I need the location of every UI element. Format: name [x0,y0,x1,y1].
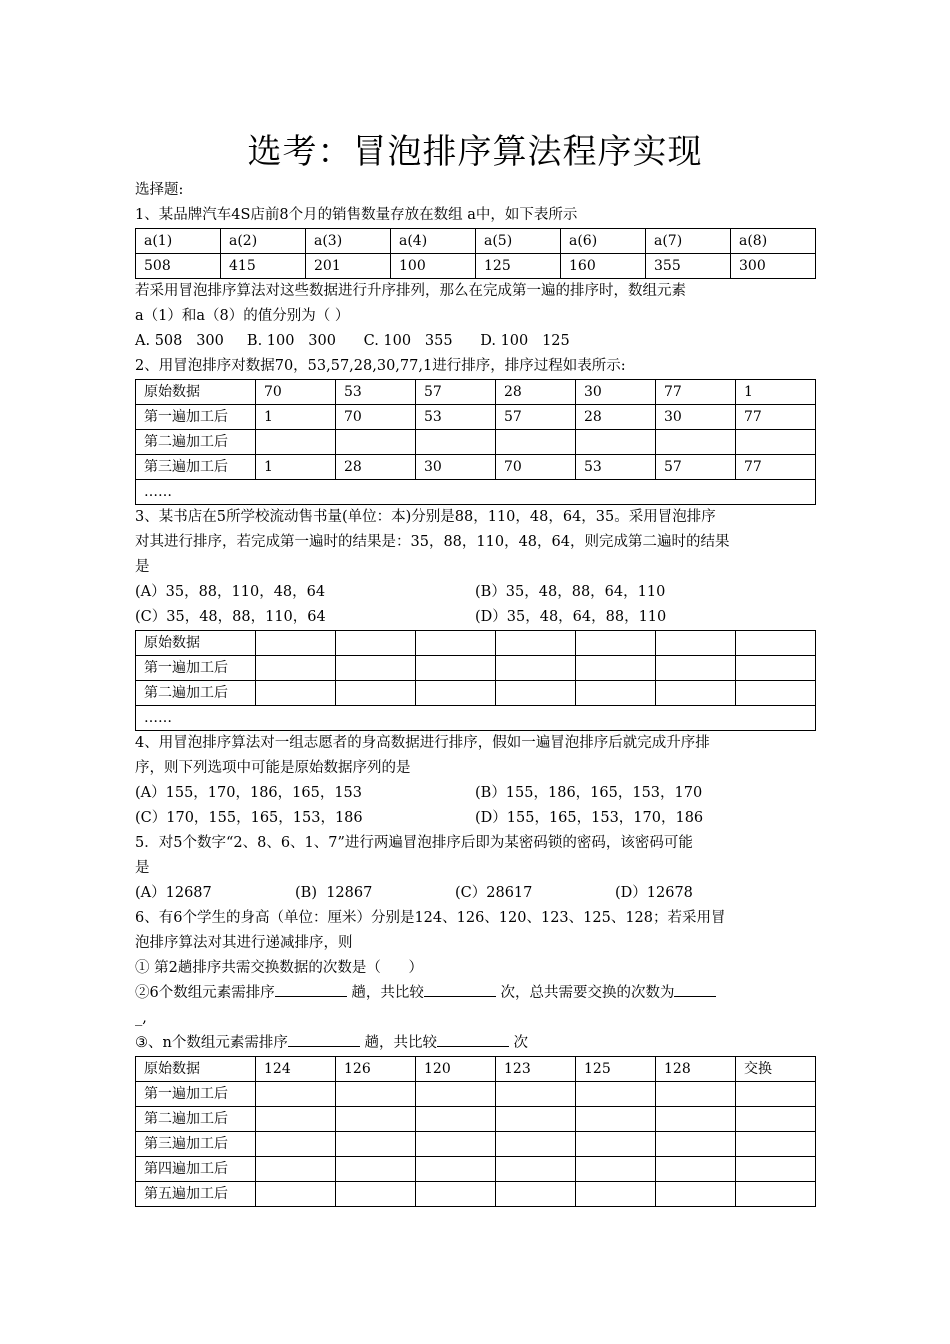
table-cell [496,1107,576,1132]
table-cell [656,1107,736,1132]
table-cell [576,681,656,706]
table-cell [336,1107,416,1132]
q5-option-b: (B) 12867 [295,885,373,901]
answer-blank[interactable] [424,982,496,997]
table-cell: a(1) [136,229,221,254]
table-cell: a(3) [306,229,391,254]
table-cell [416,1082,496,1107]
table-cell: 128 [656,1057,736,1082]
table-row [136,380,816,405]
table-cell: 第一遍加工后 [136,1082,256,1107]
q3-option-a: (A）35，88，110，48，64 [135,584,326,600]
table-row [136,1082,816,1107]
table-cell: 123 [496,1057,576,1082]
q6-sub-3 [135,1031,815,1056]
table-cell: 508 [136,254,221,279]
q1-options: A. 508 300 B. 100 300 C. 100 355 D. 100 125 [135,333,570,349]
q1-text: 1、某品牌汽车4S店前8个月的销售数量存放在数组 a中，如下表所示 [135,207,578,223]
table-row [136,1132,816,1157]
table-cell: a(8) [731,229,816,254]
table-ellipsis: …… [136,706,816,731]
table-cell: 70 [496,455,576,480]
table-cell: 77 [736,455,816,480]
q1-value-row [136,254,816,279]
table-cell [736,1082,816,1107]
table-row [136,1057,816,1082]
table-cell: 53 [336,380,416,405]
table-row [136,1157,816,1182]
table-cell: 30 [656,405,736,430]
table-cell [336,430,416,455]
q4-options-row-1 [135,781,815,806]
table-ellipsis: …… [136,480,816,505]
answer-blank[interactable] [674,982,716,997]
table-cell: 70 [256,380,336,405]
table-cell: 300 [731,254,816,279]
table-cell: 125 [476,254,561,279]
table-cell [736,1132,816,1157]
table-cell [496,681,576,706]
q1-body-2: a（1）和a（8）的值分别为（ ） [135,308,350,324]
table-cell [576,430,656,455]
table-cell: 原始数据 [136,1057,256,1082]
q3-options-row-1 [135,580,815,605]
table-cell [256,1107,336,1132]
table-row [136,455,816,480]
q6-sub-2-part-a: ②6个数组元素需排序 [135,985,275,1001]
q4-option-b: (B）155，186，165，153，170 [475,785,703,801]
table-cell [416,430,496,455]
q5-text-2: 是 [135,860,150,876]
table-cell: 28 [496,380,576,405]
table-cell [256,430,336,455]
section-label: 选择题: [135,182,184,198]
q6-sub-1: ① 第2趟排序共需交换数据的次数是（ ） [135,960,423,976]
table-cell [736,430,816,455]
q5-text-1: 5．对5个数字“2、8、6、1、7”进行两遍冒泡排序后即为某密码锁的密码，该密码可能 [135,835,693,851]
q6-table [135,1056,816,1207]
table-cell: 77 [736,405,816,430]
q4-text-2: 序，则下列选项中可能是原始数据序列的是 [135,760,411,776]
table-cell [736,1107,816,1132]
table-row [136,430,816,455]
table-cell: 第一遍加工后 [136,405,256,430]
table-row [136,480,816,505]
table-cell [736,656,816,681]
table-cell [576,1132,656,1157]
table-cell: 70 [336,405,416,430]
table-cell [656,681,736,706]
q3-option-b: (B）35，48，88，64，110 [475,584,666,600]
table-row [136,405,816,430]
table-cell [736,1157,816,1182]
table-cell [336,1132,416,1157]
q6-sub-3-part-c: 次 [508,1035,529,1051]
table-cell: 124 [256,1057,336,1082]
table-cell [736,681,816,706]
q2-table [135,379,816,505]
q4-option-d: (D）155，165，153，170，186 [475,810,704,826]
q6-sub-2 [135,981,815,1006]
table-cell [336,631,416,656]
table-cell [416,681,496,706]
table-row [136,1107,816,1132]
table-cell: 201 [306,254,391,279]
table-cell [656,1082,736,1107]
table-cell: 第四遍加工后 [136,1157,256,1182]
table-cell: 第五遍加工后 [136,1182,256,1207]
table-cell [576,1157,656,1182]
q4-option-a: (A）155，170，186，165，153 [135,785,363,801]
q3-text-2: 对其进行排序，若完成第一遍时的结果是：35，88，110，48，64，则完成第二遍时的结果 [135,534,730,550]
table-cell: 1 [256,455,336,480]
table-cell [496,1132,576,1157]
table-cell [416,1107,496,1132]
table-cell: 126 [336,1057,416,1082]
table-cell [496,631,576,656]
table-cell [256,1157,336,1182]
table-row [136,681,816,706]
table-cell [256,1182,336,1207]
q4-text-1: 4、用冒泡排序算法对一组志愿者的身高数据进行排序，假如一遍冒泡排序后就完成升序排 [135,735,710,751]
answer-blank[interactable] [437,1032,509,1047]
table-cell: 53 [576,455,656,480]
table-cell [576,631,656,656]
table-cell: 125 [576,1057,656,1082]
q2-text: 2、用冒泡排序对数据70，53,57,28,30,77,1进行排序，排序过程如表所示: [135,358,626,374]
document-page [135,128,815,1207]
table-cell [576,1107,656,1132]
q5-option-c: (C）28617 [455,885,533,901]
table-cell [336,1082,416,1107]
table-cell [336,1157,416,1182]
table-cell: 1 [256,405,336,430]
table-row [136,1182,816,1207]
table-cell [336,1182,416,1207]
table-cell: a(5) [476,229,561,254]
table-cell [656,656,736,681]
q3-option-c: (C）35，48，88，110，64 [135,609,326,625]
q3-option-d: (D）35，48，64，88，110 [475,609,667,625]
table-cell: 120 [416,1057,496,1082]
q6-text-1: 6、有6个学生的身高（单位：厘米）分别是124、126、120、123、125、128；若采用冒 [135,910,726,926]
table-cell: 100 [391,254,476,279]
q4-options-row-2 [135,806,815,831]
table-cell [496,1182,576,1207]
q3-options-row-2 [135,605,815,630]
q4-option-c: (C）170，155，165，153，186 [135,810,363,826]
table-cell: a(2) [221,229,306,254]
table-cell [576,1182,656,1207]
table-cell [576,656,656,681]
table-cell: 30 [416,455,496,480]
table-cell: 原始数据 [136,380,256,405]
table-cell: 第二遍加工后 [136,681,256,706]
table-cell: 原始数据 [136,631,256,656]
table-row [136,656,816,681]
q6-text-2: 泡排序算法对其进行递减排序，则 [135,935,353,951]
table-row [136,631,816,656]
q1-header-row [136,229,816,254]
q6-sub-3-part-a: ③、n个数组元素需排序 [135,1035,288,1051]
table-cell [416,656,496,681]
table-cell [736,1182,816,1207]
answer-blank[interactable] [275,982,347,997]
table-cell [256,631,336,656]
table-cell: 第一遍加工后 [136,656,256,681]
table-cell: 355 [646,254,731,279]
table-cell: 57 [656,455,736,480]
q1-body-1: 若采用冒泡排序算法对这些数据进行升序排列，那么在完成第一遍的排序时，数组元素 [135,283,686,299]
table-cell: 77 [656,380,736,405]
table-cell [656,1182,736,1207]
q1-table [135,228,816,279]
q6-sub-2-tail: _, [135,1010,147,1026]
table-row [136,706,816,731]
q3-text-3: 是 [135,559,150,575]
table-cell: a(7) [646,229,731,254]
table-cell: a(6) [561,229,646,254]
q6-sub-2-part-c: 次，总共需要交换的次数为 [495,985,675,1001]
table-cell: 160 [561,254,646,279]
table-cell: 30 [576,380,656,405]
q3-text-1: 3、某书店在5所学校流动售书量(单位：本)分别是88，110，48，64，35。采用冒泡排序 [135,509,716,525]
table-cell [496,430,576,455]
table-cell [656,631,736,656]
table-cell [576,1082,656,1107]
table-cell [656,1132,736,1157]
table-cell: 28 [576,405,656,430]
table-cell [496,1082,576,1107]
table-cell [416,1157,496,1182]
table-cell [736,631,816,656]
q5-option-d: (D）12678 [615,885,693,901]
q6-sub-3-part-b: 趟，共比较 [359,1035,437,1051]
answer-blank[interactable] [288,1032,360,1047]
table-cell [416,1182,496,1207]
table-cell: 28 [336,455,416,480]
table-cell [256,656,336,681]
table-cell: a(4) [391,229,476,254]
table-cell: 第三遍加工后 [136,1132,256,1157]
table-cell [496,656,576,681]
table-cell [656,1157,736,1182]
table-cell: 第二遍加工后 [136,1107,256,1132]
table-cell: 第二遍加工后 [136,430,256,455]
table-cell: 交换 [736,1057,816,1082]
table-cell [656,430,736,455]
table-cell: 415 [221,254,306,279]
q5-options [135,881,815,906]
table-cell [496,1157,576,1182]
table-cell [256,1132,336,1157]
table-cell: 1 [736,380,816,405]
table-cell [256,1082,336,1107]
table-cell: 第三遍加工后 [136,455,256,480]
table-cell [416,631,496,656]
q6-sub-2-part-b: 趟，共比较 [346,985,424,1001]
table-cell [336,656,416,681]
table-cell: 53 [416,405,496,430]
table-cell: 57 [496,405,576,430]
q5-option-a: (A）12687 [135,885,212,901]
table-cell: 57 [416,380,496,405]
table-cell [336,681,416,706]
table-cell [256,681,336,706]
page-title: 选考：冒泡排序算法程序实现 [247,132,703,172]
table-cell [416,1132,496,1157]
q3-table [135,630,816,731]
